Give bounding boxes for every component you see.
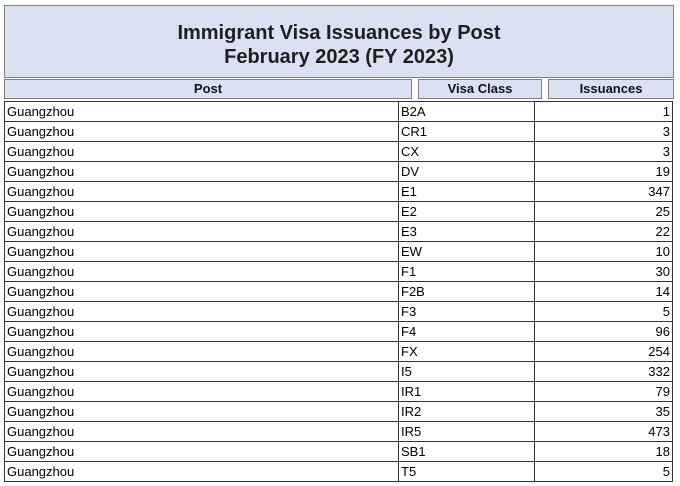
column-header-visa-class: Visa Class [418,79,542,99]
cell-post: Guangzhou [5,422,399,442]
cell-visa-class: SB1 [399,442,535,462]
cell-visa-class: T5 [399,462,535,482]
cell-post: Guangzhou [5,282,399,302]
cell-visa-class: F2B [399,282,535,302]
report-title: Immigrant Visa Issuances by Post [177,22,501,44]
cell-post: Guangzhou [5,302,399,322]
cell-issuances: 19 [535,162,673,182]
cell-visa-class: EW [399,242,535,262]
table-row [5,222,673,242]
table-row [5,362,673,382]
cell-visa-class: IR5 [399,422,535,442]
table-row [5,442,673,462]
cell-visa-class: FX [399,342,535,362]
cell-post: Guangzhou [5,342,399,362]
cell-post: Guangzhou [5,122,399,142]
cell-post: Guangzhou [5,382,399,402]
table-row [5,282,673,302]
cell-issuances: 79 [535,382,673,402]
cell-post: Guangzhou [5,182,399,202]
cell-visa-class: IR2 [399,402,535,422]
cell-post: Guangzhou [5,102,399,122]
cell-visa-class: I5 [399,362,535,382]
cell-visa-class: E2 [399,202,535,222]
cell-post: Guangzhou [5,242,399,262]
issuances-table [4,101,673,482]
table-row [5,142,673,162]
cell-issuances: 332 [535,362,673,382]
table-row [5,462,673,482]
table-header-row [4,79,674,99]
table-row [5,242,673,262]
cell-issuances: 3 [535,142,673,162]
cell-visa-class: E1 [399,182,535,202]
cell-issuances: 5 [535,462,673,482]
cell-visa-class: B2A [399,102,535,122]
cell-issuances: 1 [535,102,673,122]
table-row [5,102,673,122]
cell-issuances: 3 [535,122,673,142]
column-header-issuances: Issuances [548,79,674,99]
report-title-box [4,5,674,78]
table-row [5,402,673,422]
cell-visa-class: DV [399,162,535,182]
table-row [5,262,673,282]
cell-issuances: 347 [535,182,673,202]
table-row [5,122,673,142]
cell-issuances: 30 [535,262,673,282]
column-header-post: Post [4,79,412,99]
cell-issuances: 254 [535,342,673,362]
cell-post: Guangzhou [5,202,399,222]
cell-issuances: 473 [535,422,673,442]
table-row [5,162,673,182]
report-subtitle: February 2023 (FY 2023) [224,46,454,68]
table-row [5,342,673,362]
cell-issuances: 5 [535,302,673,322]
cell-issuances: 14 [535,282,673,302]
cell-post: Guangzhou [5,262,399,282]
cell-visa-class: CR1 [399,122,535,142]
table-row [5,382,673,402]
cell-post: Guangzhou [5,142,399,162]
cell-issuances: 96 [535,322,673,342]
cell-issuances: 22 [535,222,673,242]
table-row [5,322,673,342]
issuances-table-body [5,102,673,482]
cell-issuances: 10 [535,242,673,262]
table-row [5,302,673,322]
cell-visa-class: F4 [399,322,535,342]
cell-issuances: 35 [535,402,673,422]
cell-visa-class: IR1 [399,382,535,402]
cell-post: Guangzhou [5,222,399,242]
table-row [5,422,673,442]
cell-visa-class: E3 [399,222,535,242]
cell-post: Guangzhou [5,162,399,182]
cell-post: Guangzhou [5,362,399,382]
cell-visa-class: F1 [399,262,535,282]
cell-post: Guangzhou [5,322,399,342]
table-row [5,182,673,202]
cell-post: Guangzhou [5,442,399,462]
table-row [5,202,673,222]
cell-visa-class: CX [399,142,535,162]
cell-post: Guangzhou [5,462,399,482]
cell-visa-class: F3 [399,302,535,322]
cell-issuances: 18 [535,442,673,462]
cell-issuances: 25 [535,202,673,222]
cell-post: Guangzhou [5,402,399,422]
